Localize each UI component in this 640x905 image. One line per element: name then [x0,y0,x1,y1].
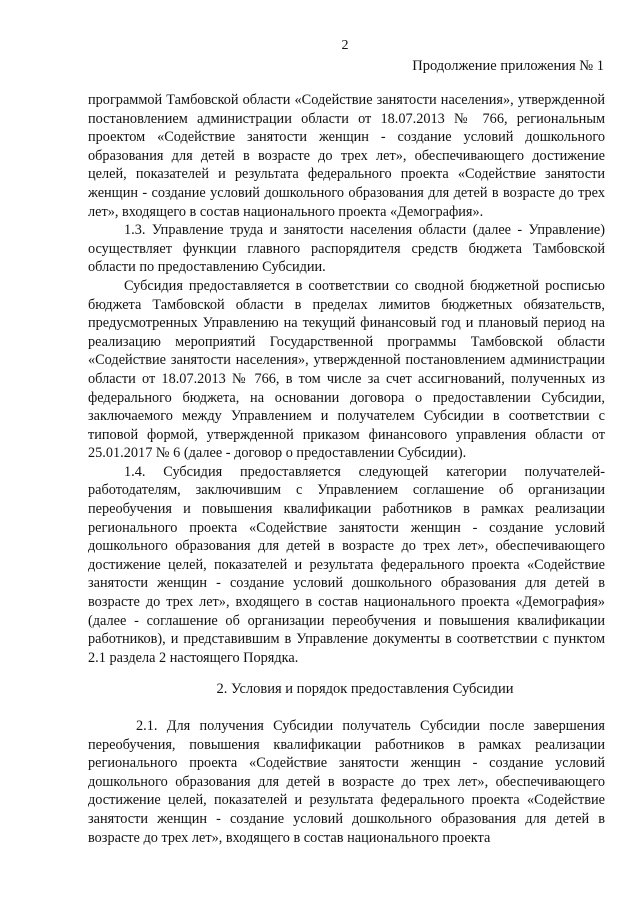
paragraph-2-1: 2.1. Для получения Субсидии получатель Субсидии после завершения переобучения, повышения квалификации работников в рамках реализации регионального проекта «Содействие занятости женщин - создание условий дошкольного образования для детей в возрасте до трех лет», обеспечивающего достижение целей, показателей и результата федерального проекта «Содействие занятости женщин - создание условий дошкольного образования для детей в возрасте до трех лет», входящего в состав национального проекта [88,718,605,846]
paragraph-1-3: 1.3. Управление труда и занятости населения области (далее - Управление) осуществляет функции главного распорядителя средств бюджета Тамбовской области по предоставлению Субсидии. [88,222,605,276]
section-2-heading: 2. Условия и порядок предоставления Субсидии [216,681,514,697]
page-number: 2 [341,38,349,53]
paragraph-program-continuation: программой Тамбовской области «Содействие занятости населения», утвержденной постановлением администрации области от 18.07.2013 № 766, региональным проектом «Содействие занятости женщин - создание условий дошкольного образования для детей в возрасте до трех лет», обеспечивающего достижение целей, показателей и результата федерального проекта «Содействие занятости женщин - создание условий дошкольного образования для детей в возрасте до трех лет», входящего в состав национального проекта «Демография». [88,92,605,220]
document-body [88,91,605,667]
paragraph-1-4: 1.4. Субсидия предоставляется следующей категории получателей-работодателям, заключившим с Управлением соглашение об организации переобучения и повышения квалификации работников в рамках реализации регионального проекта «Содействие занятости женщин - создание условий дошкольного образования для детей в возрасте до трех лет», обеспечивающего достижение целей, показателей и результата федерального проекта «Содействие занятости женщин - создание условий дошкольного образования для детей в возрасте до трех лет», входящего в состав национального проекта «Демография» (далее - соглашение об организации переобучения и повышения квалификации работников), и представившим в Управление документы в соответствии с пунктом 2.1 раздела 2 настоящего Порядка. [88,463,605,666]
appendix-continuation-note: Продолжение приложения № 1 [412,58,604,74]
section-2-body [88,717,605,847]
paragraph-subsidy-provision: Субсидия предоставляется в соответствии со сводной бюджетной росписью бюджета Тамбовской области в пределах лимитов бюджетных обязательств, предусмотренных Управлению на текущий финансовый год и плановый период на реализацию мероприятий Государственной программы Тамбовской области «Содействие занятости населения», утвержденной постановлением администрации области от 18.07.2013 № 766, в том числе за счет ассигнований, полученных из федерального бюджета, на основании договора о предоставлении Субсидии, заключаемого между Управлением и получателем Субсидии в соответствии с типовой формой, утвержденной приказом финансового управления области от 25.01.2017 № 6 (далее - договор о предоставлении Субсидии). [88,277,605,462]
